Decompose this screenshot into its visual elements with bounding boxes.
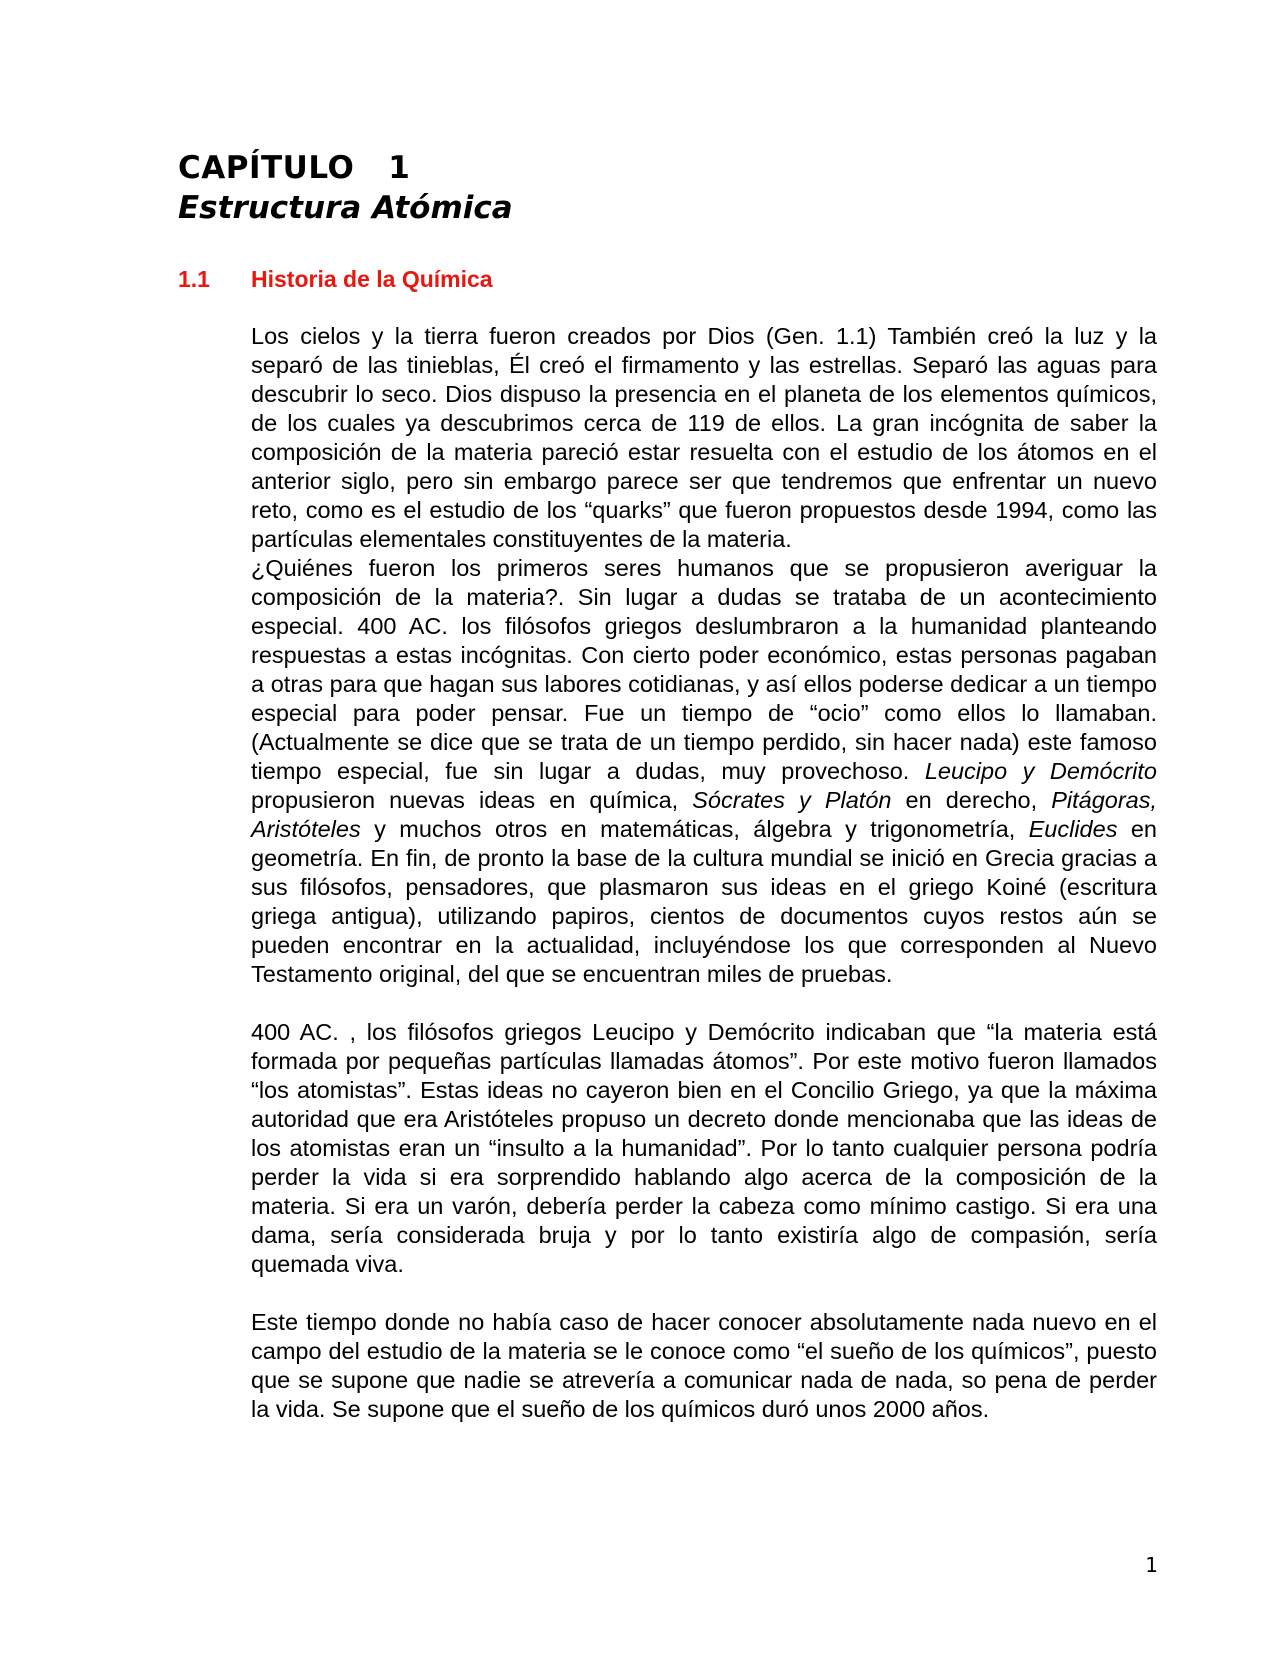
paragraph-2-text-b: propusieron nuevas ideas en química,: [251, 787, 693, 813]
section-heading: [178, 264, 493, 294]
paragraph-2: [251, 554, 1157, 989]
section-title: Historia de la Química: [251, 266, 493, 292]
chapter-label: CAPÍTULO 1: [178, 150, 411, 186]
chapter-heading: [178, 148, 513, 228]
paragraph-1: Los cielos y la tierra fueron creados por Dios (Gen. 1.1) También creó la luz y la separó de las tinieblas, Él creó el firmamento y las estrellas. Separó las aguas para descubrir lo seco. Dios dispuso la presencia en el planeta de los elementos químicos, de los cuales ya descubrimos cerca de 119 de ellos. La gran incógnita de saber la composición de la materia pareció estar resuelta con el estudio de los átomos en el anterior siglo, pero sin embargo parece ser que tendremos que enfrentar un nuevo reto, como es el estudio de los “quarks” que fueron propuestos desde 1994, como las partículas elementales constituyentes de la materia.: [251, 323, 1157, 552]
page-number: 1: [1145, 1553, 1158, 1577]
name-leucipo-democrito: Leucipo y Demócrito: [924, 758, 1157, 784]
paragraph-2-text-d: y muchos otros en matemáticas, álgebra y trigonometría,: [360, 816, 1029, 842]
paragraph-3: 400 AC. , los filósofos griegos Leucipo y Demócrito indicaban que “la materia está formada por pequeñas partículas llamadas átomos”. Por este motivo fueron llamados “los atomistas”. Estas ideas no cayeron bien en el Concilio Griego, ya que la máxima autoridad que era Aristóteles propuso un decreto donde mencionaba que las ideas de los atomistas eran un “insulto a la humanidad”. Por lo tanto cualquier persona podría perder la vida si era sorprendido hablando algo acerca de la composición de la materia. Si era un varón, debería perder la cabeza como mínimo castigo. Si era una dama, sería considerada bruja y por lo tanto existiría algo de compasión, sería quemada viva.: [251, 1019, 1157, 1277]
paragraph-gap: [251, 1279, 1157, 1308]
paragraph-4: Este tiempo donde no había caso de hacer conocer absolutamente nada nuevo en el campo del estudio de la materia se le conoce como “el sueño de los químicos”, puesto que se supone que nadie se atrevería a comunicar nada de nada, so pena de perder la vida. Se supone que el sueño de los químicos duró unos 2000 años.: [251, 1309, 1157, 1422]
paragraph-2-text-a: ¿Quiénes fueron los primeros seres humanos que se propusieron averiguar la composición de la materia?. Sin lugar a dudas se trataba de un acontecimiento especial. 400 AC. los filósofos griegos deslumbraron a la humanidad planteando respuestas a estas incógnitas. Con cierto poder económico, estas personas pagaban a otras para que hagan sus labores cotidianas, y así ellos poderse dedicar a un tiempo especial para poder pensar. Fue un tiempo de “ocio” como ellos lo llamaban. (Actualmente se dice que se trata de un tiempo perdido, sin hacer nada) este famoso tiempo especial, fue sin lugar a dudas, muy provechoso.: [251, 555, 1157, 784]
chapter-title: Estructura Atómica: [178, 190, 513, 226]
name-euclides: Euclides: [1028, 816, 1118, 842]
section-number: 1.1: [178, 266, 210, 292]
paragraph-2-text-e: en geometría. En fin, de pronto la base de la cultura mundial se inició en Grecia gracias a sus filósofos, pensadores, que plasmaron sus ideas en el griego Koiné (escritura griega antigua), utilizando papiros, cientos de documentos cuyos restos aún se pueden encontrar en la actualidad, incluyéndose los que corresponden al Nuevo Testamento original, del que se encuentran miles de pruebas.: [251, 816, 1157, 987]
paragraph-gap: [251, 989, 1157, 1018]
body-text: [251, 322, 1157, 1424]
name-pitagoras-aristoteles: Pitágoras, Aristóteles: [251, 787, 1158, 842]
paragraph-2-text-c: en derecho,: [891, 787, 1052, 813]
name-socrates-platon: Sócrates y Platón: [692, 787, 892, 813]
